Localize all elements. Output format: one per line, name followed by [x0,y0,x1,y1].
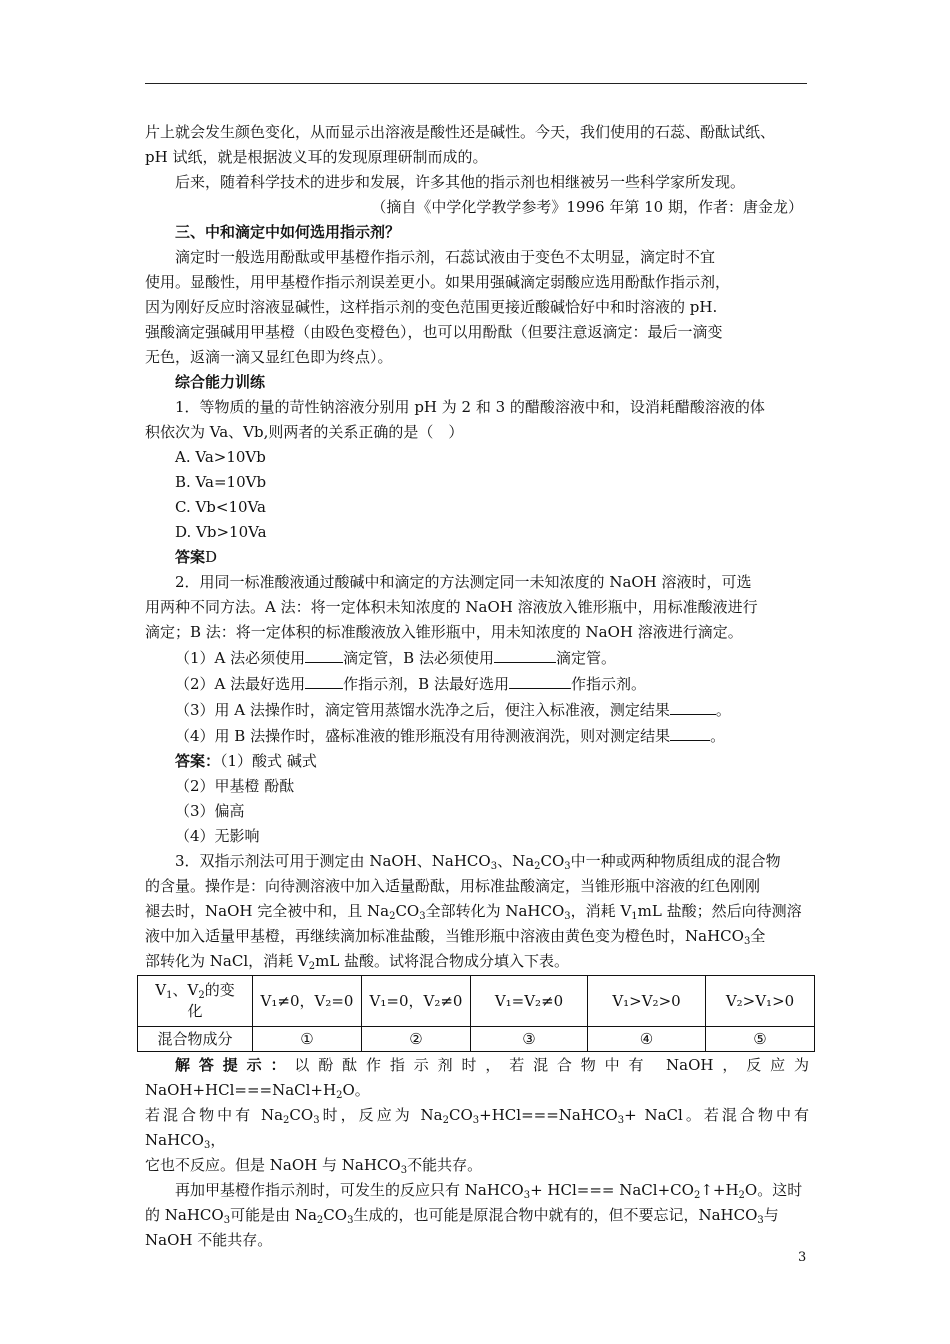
answer-label: 答案 [175,548,206,566]
text: （4）用 B 法操作时，盛标准液的锥形瓶没有用待测液润洗，则对测定结果 [175,727,671,745]
subscript: 2 [316,1215,324,1226]
hint-line [145,1053,809,1103]
answer-blank [670,697,716,715]
table-cell: ② [362,1027,471,1052]
question-3-line [145,899,809,924]
subquestion-1 [145,645,809,671]
text: （1）A 法必须使用 [175,649,306,667]
text: CO [449,1106,473,1124]
text: 再加甲基橙作指示剂时，可发生的反应只有 NaHCO [175,1181,524,1199]
text: 滴定管，B 法必须使用 [343,649,494,667]
text: 时，反应为 Na [319,1106,443,1124]
text: 它也不反应。但是 NaOH 与 NaHCO [145,1156,401,1174]
subscript: 3 [472,1115,480,1126]
text: 、Na [497,852,535,870]
text: 3．双指示剂法可用于测定由 NaOH、NaHCO [175,852,491,870]
question-2-line: 滴定；B 法：将一定体积的标准酸液放入锥形瓶中，用未知浓度的 NaOH 溶液进行滴定。 [145,623,743,641]
text: 若混合物中有 Na [145,1106,284,1124]
question-3-line [145,924,809,949]
subscript: 3 [223,1215,231,1226]
paragraph-line: 因为刚好反应时溶液显碱性，这样指示剂的变色范围更接近酸碱恰好中和时溶液的 pH. [145,298,718,316]
hint-line [145,1153,809,1178]
answer-value: D [205,548,218,566]
answer-2-label [145,749,809,774]
text: 不能共存。 [407,1156,483,1174]
table-cell: ④ [588,1027,706,1052]
question-2-line: 2．用同一标准酸液通过酸碱中和滴定的方法测定同一未知浓度的 NaOH 溶液时，可选 [175,573,752,591]
subscript: 3 [564,861,571,872]
text: 与 [763,1206,779,1224]
question-3-line [145,849,809,874]
question-1-line: 积依次为 Va、Vb,则两者的关系正确的是（ ） [145,423,464,441]
text: 全 [750,927,766,945]
subscript: 3 [757,1215,764,1226]
answer-2-line: （2）甲基橙 酚酞 [175,777,295,795]
paragraph-line: 片上就会发生颜色变化，从而显示出溶液是酸性还是碱性。今天，我们使用的石蕊、酚酞试纸、 [145,123,776,141]
text: mL 盐酸；然后向待测溶 [637,902,802,920]
subscript: 3 [419,911,426,922]
table-cell: ③ [471,1027,588,1052]
page-number: 3 [798,1250,807,1265]
subscript: 1 [631,911,638,922]
subscript: 1 [166,990,173,1001]
text: 。 [710,727,726,745]
text: 液中加入适量甲基橙，再继续滴加标准盐酸，当锥形瓶中溶液由黄色变为橙色时，NaHCO [145,927,744,945]
subscript: 3 [523,1190,531,1201]
paragraph-line: pH 试纸，就是根据波义耳的发现原理研制而成的。 [145,148,488,166]
text: CO [289,1106,314,1124]
paragraph-line: 强酸滴定强碱用甲基橙（由殴色变橙色），也可以用酚酞（但要注意返滴定：最后一滴变 [145,323,723,341]
answer-value: （1）酸式 碱式 [220,752,317,770]
answer-blank [670,723,710,741]
answer-2-line: （4）无影响 [175,827,260,845]
text: ， [210,1131,226,1149]
text: 中一种或两种物质组成的混合物 [570,852,781,870]
option-b: B. Va=10Vb [175,473,267,491]
text: ，消耗 V [570,902,632,920]
subquestion-2 [145,671,809,697]
text: 化 [187,1002,203,1020]
text: 滴定管。 [555,649,616,667]
text: 以酚酞作指示剂时，若混合物中有 NaOH，反应为 NaOH+HCl===NaCl+H [145,1056,809,1099]
text: +HCl===NaHCO [479,1106,618,1124]
answer-blank [494,645,556,663]
subscript: 3 [203,1140,211,1151]
text: mL 盐酸。试将混合物成分填入下表。 [315,952,570,970]
section-heading: 三、中和滴定中如何选用指示剂？ [175,223,401,241]
option-a: A. Va>10Vb [175,448,266,466]
text: 可能是由 Na [230,1206,317,1224]
mixture-table [137,975,815,1052]
text: 作指示剂。 [570,675,646,693]
table-cell: V₁≠0，V₂=0 [253,976,362,1027]
option-c: C. Vb<10Va [175,498,266,516]
subscript: 2 [336,1090,343,1101]
text: V [155,981,167,999]
table-row [138,1027,815,1052]
subscript: 3 [564,911,571,922]
subquestion-4 [145,723,809,749]
text: CO [540,852,565,870]
answer-blank [509,671,571,689]
subscript: 2 [389,911,396,922]
subscript: 3 [400,1165,408,1176]
question-3-line [145,949,809,974]
subscript: 2 [693,1190,701,1201]
question-1-line: 1．等物质的量的苛性钠溶液分别用 pH 为 2 和 3 的醋酸溶液中和，设消耗醋酸溶液的体 [175,398,765,416]
header-rule [145,83,807,84]
answer-blank [305,671,343,689]
table-cell: V₁=V₂≠0 [471,976,588,1027]
table-header-cell: 混合物成分 [138,1027,253,1052]
hint-line [145,1103,809,1153]
text: 部转化为 NaCl，消耗 V [145,952,309,970]
table-cell: V₂>V₁>0 [706,976,815,1027]
question-2-line: 用两种不同方法。A 法：将一定体积未知浓度的 NaOH 溶液放入锥形瓶中，用标准酸液进行 [145,598,758,616]
subscript: 2 [308,961,316,972]
text: 、V [172,981,199,999]
subscript: 3 [490,861,498,872]
text: + NaCl。若混合物中有 NaHCO [145,1106,810,1149]
text: 褪去时，NaOH 完全被中和，且 Na [145,902,390,920]
text: CO [395,902,420,920]
text: O。 [342,1081,370,1099]
citation: （摘自《中学化学教学参考》1996 年第 10 期，作者：唐金龙） [371,198,803,216]
text: 的 NaHCO [145,1206,224,1224]
paragraph-line: 使用。显酸性，用甲基橙作指示剂误差更小。如果用强碱滴定弱酸应选用酚酞作指示剂， [145,273,731,291]
option-d: D. Vb>10Va [175,523,267,541]
hint-line: NaOH 不能共存。 [145,1231,273,1249]
paragraph-line: 无色，返滴一滴又显红色即为终点）。 [145,348,393,366]
document-body [145,120,809,1253]
subscript: 2 [534,861,541,872]
text: 的变 [204,981,235,999]
table-header-cell [138,976,253,1027]
subscript: 2 [442,1115,449,1126]
text: + HCl=== NaCl+CO [530,1181,694,1199]
hint-label: 解答提示： [175,1056,295,1074]
answer-2-line: （3）偏高 [175,802,245,820]
text: 。 [715,701,731,719]
text: 作指示剂，B 法最好选用 [343,675,509,693]
text: O。这时 [744,1181,803,1199]
text: ↑+H [700,1181,739,1199]
subscript: 3 [617,1115,625,1126]
text: （2）A 法最好选用 [175,675,306,693]
subscript: 3 [347,1215,354,1226]
subscript: 2 [738,1190,745,1201]
subscript: 2 [198,990,205,1001]
paragraph-line: 后来，随着科学技术的进步和发展，许多其他的指示剂也相继被另一些科学家所发现。 [175,173,746,191]
subscript: 3 [313,1115,320,1126]
text: （3）用 A 法操作时，滴定管用蒸馏水洗净之后，便注入标准液，测定结果 [175,701,670,719]
table-cell: ① [253,1027,362,1052]
subquestion-3 [145,697,809,723]
text: 生成的，也可能是原混合物中就有的，但不要忘记，NaHCO [353,1206,758,1224]
answer-label: 答案： [175,752,221,770]
hint-line [145,1178,809,1203]
paragraph-line: 滴定时一般选用酚酞或甲基橙作指示剂，石蕊试液由于变色不太明显，滴定时不宜 [175,248,716,266]
section-heading: 综合能力训练 [175,373,266,391]
text: CO [323,1206,348,1224]
subscript: 3 [743,936,751,947]
table-cell: V₁=0，V₂≠0 [362,976,471,1027]
hint-line [145,1203,809,1228]
text: 全部转化为 NaHCO [425,902,565,920]
question-3-line: 的含量。操作是：向待测溶液中加入适量酚酞，用标准盐酸滴定，当锥形瓶中溶液的红色刚刚 [145,877,761,895]
table-row [138,976,815,1027]
answer-blank [305,645,343,663]
table-cell: V₁>V₂>0 [588,976,706,1027]
subscript: 2 [283,1115,290,1126]
table-cell: ⑤ [706,1027,815,1052]
answer-1 [145,545,809,570]
